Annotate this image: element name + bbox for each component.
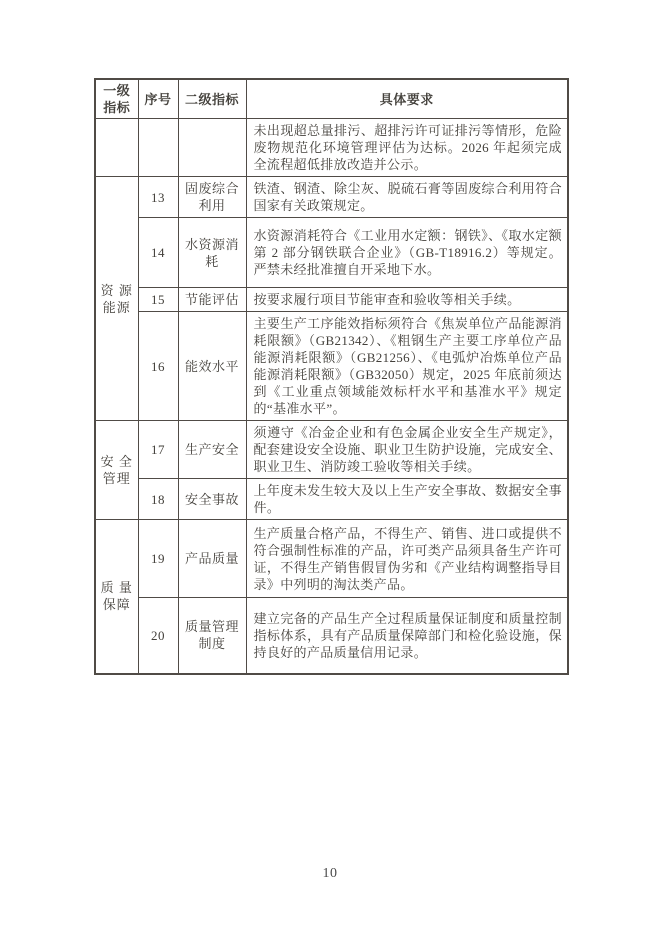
level2-cell — [178, 520, 246, 598]
level2-line1: 生产安全 — [184, 442, 239, 457]
requirement-cell: 建立完备的产品生产全过程质量保证制度和质量控制指标体系，具有产品质量保障部门和检化验设施，保持良好的产品质量信用记录。 — [246, 598, 568, 674]
level1-line1: 质 量 — [100, 580, 133, 596]
level1-cell-anquan-guanli — [95, 421, 138, 520]
level1-line1: 资 源 — [100, 282, 133, 298]
table-row — [95, 119, 568, 177]
level2-line1: 水资源消 — [184, 236, 239, 252]
level1-line2: 管理 — [102, 471, 131, 486]
requirement-cell: 主要生产工序能效指标须符合《焦炭单位产品能源消耗限额》（GB21342）、《粗钢生产主要工序单位产品能源消耗限额》（GB21256）、《电弧炉冶炼单位产品能源消耗限额》（GB32050）规定，2025 年底前须达到《工业重点领域能效标杆水平和基准水平》规定的“基准水平”。 — [246, 312, 568, 421]
serial-cell: 13 — [138, 177, 178, 218]
serial-cell: 19 — [138, 520, 178, 598]
level1-line1: 安 全 — [100, 454, 133, 469]
level2-cell — [178, 288, 246, 312]
level2-cell — [178, 598, 246, 674]
level2-line1: 能效水平 — [184, 358, 239, 374]
level2-cell-empty — [178, 119, 246, 177]
level1-cell-empty — [95, 119, 138, 177]
table-row — [95, 598, 568, 674]
table-row — [95, 520, 568, 598]
level1-line2: 保障 — [102, 597, 131, 613]
table-row — [95, 312, 568, 421]
level2-line1: 安全事故 — [184, 491, 239, 507]
level2-line2: 耗 — [205, 253, 219, 269]
requirement-cell: 未出现超总量排污、超排污许可证排污等情形，危险废物规范化环境管理评估为达标。2026 年起须完成全流程超低排放改造并公示。 — [246, 119, 568, 177]
requirement-cell: 按要求履行项目节能审查和验收等相关手续。 — [246, 288, 568, 312]
table-row — [95, 479, 568, 520]
level2-line1: 节能评估 — [184, 292, 239, 307]
serial-cell: 20 — [138, 598, 178, 674]
level2-line1: 产品质量 — [184, 551, 239, 566]
level2-line2: 利用 — [198, 198, 226, 213]
header-level1-line2: 指标 — [103, 100, 131, 115]
header-level1 — [95, 79, 138, 119]
table-row — [95, 177, 568, 218]
serial-cell: 17 — [138, 421, 178, 479]
page-number: 10 — [322, 866, 338, 881]
header-serial: 序号 — [138, 79, 178, 119]
table-row — [95, 218, 568, 288]
serial-cell: 14 — [138, 218, 178, 288]
table-row — [95, 288, 568, 312]
table-row — [95, 421, 568, 479]
header-requirement: 具体要求 — [246, 79, 568, 119]
level2-line1: 固废综合 — [184, 181, 239, 196]
level1-cell-ziyuan-nengyuan — [95, 177, 138, 421]
level2-cell — [178, 312, 246, 421]
serial-cell: 18 — [138, 479, 178, 520]
level1-line2: 能源 — [102, 299, 131, 315]
level2-cell — [178, 218, 246, 288]
level2-line1: 质量管理 — [184, 619, 239, 635]
level1-cell-zhiliang-baozhang — [95, 520, 138, 674]
serial-cell: 15 — [138, 288, 178, 312]
level2-cell — [178, 421, 246, 479]
requirement-cell: 生产质量合格产品，不得生产、销售、进口或提供不符合强制性标准的产品，许可类产品须具备生产许可证，不得生产销售假冒伪劣和《产业结构调整指导目录》中列明的淘汰类产品。 — [246, 520, 568, 598]
requirement-cell: 铁渣、钢渣、除尘灰、脱硫石膏等固废综合利用符合国家有关政策规定。 — [246, 177, 568, 218]
serial-cell — [138, 119, 178, 177]
header-level1-line1: 一级 — [103, 83, 131, 98]
requirement-cell: 上年度未发生较大及以上生产安全事故、数据安全事件。 — [246, 479, 568, 520]
table-header-row — [95, 79, 568, 119]
level2-cell — [178, 177, 246, 218]
requirement-cell: 水资源消耗符合《工业用水定额：钢铁》、《取水定额第 2 部分钢铁联合企业》（GB-T18916.2）等规定。严禁未经批准擅自开采地下水。 — [246, 218, 568, 288]
indicator-table — [94, 78, 569, 675]
level2-line2: 制度 — [198, 636, 226, 652]
level2-cell — [178, 479, 246, 520]
requirement-cell: 须遵守《冶金企业和有色金属企业安全生产规定》，配套建设安全设施、职业卫生防护设施，完成安全、职业卫生、消防竣工验收等相关手续。 — [246, 421, 568, 479]
serial-cell: 16 — [138, 312, 178, 421]
header-level2: 二级指标 — [178, 79, 246, 119]
